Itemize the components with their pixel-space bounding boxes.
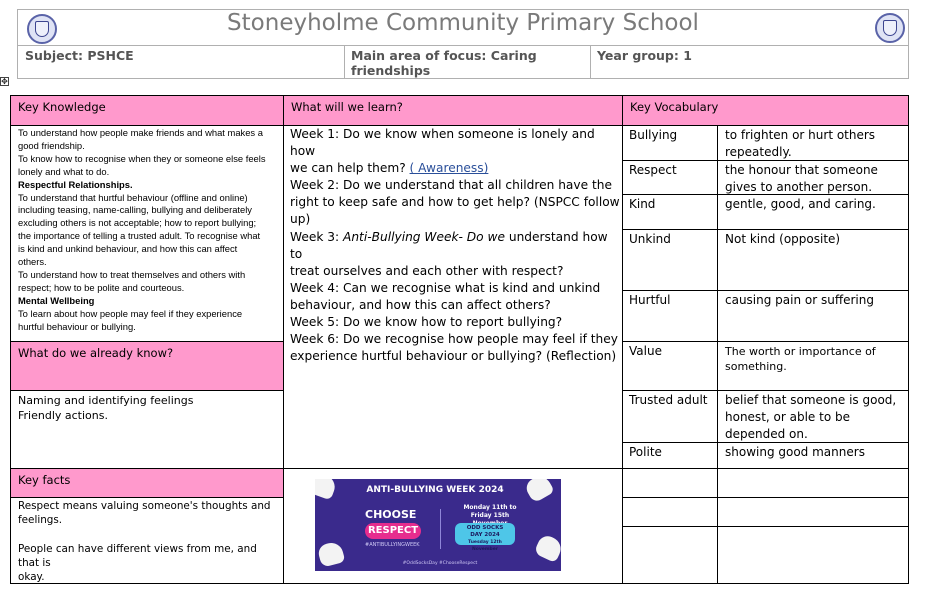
- odd-socks-badge: [455, 523, 515, 552]
- key-facts-content: [18, 499, 280, 584]
- week-line: up): [290, 212, 311, 227]
- banner-date-line: Friday 15th: [470, 512, 510, 519]
- key-knowledge-content: [18, 127, 281, 334]
- already-know-heading: What do we already know?: [18, 346, 174, 360]
- knowledge-line: good friendship.: [18, 139, 85, 151]
- banner-hashtag: #ANTIBULLYINGWEEK: [365, 542, 420, 548]
- focus-line: Main area of focus: Caring: [351, 48, 537, 63]
- knowledge-line: respect; how to be polite and courteous.: [18, 281, 185, 293]
- knowledge-line: excluding others is not acceptable; how to report bullying;: [18, 217, 257, 229]
- vocab-term: Trusted adult: [629, 393, 708, 407]
- week-line: [290, 229, 620, 263]
- border: [622, 497, 909, 498]
- key-facts-heading: Key facts: [18, 473, 71, 487]
- knowledge-line: including teasing, name-calling, bullying and deliberately: [18, 204, 252, 216]
- knowledge-line: the importance of telling a trusted adult. To recognise what: [18, 230, 261, 242]
- fact-line: Respect means valuing someone's thoughts and: [18, 500, 271, 512]
- definition-line: to frighten or hurt others: [725, 128, 876, 142]
- vocab-definition: Not kind (opposite): [725, 232, 841, 246]
- knowledge-line: hurtful behaviour or bullying.: [18, 320, 136, 332]
- fact-line: People can have different views from me, and that is: [18, 543, 257, 569]
- learn-heading: What will we learn?: [291, 100, 403, 114]
- awareness-link[interactable]: ( Awareness): [409, 161, 489, 176]
- anti-bullying-week-banner: [315, 479, 561, 571]
- knowledge-line: To know how to recognise when they or someone else feels: [18, 152, 266, 164]
- fact-line: feelings.: [18, 514, 63, 526]
- vocab-definition: causing pain or suffering: [725, 293, 874, 307]
- week-italic-text: Anti-Bullying Week- Do we: [343, 229, 505, 244]
- border: [622, 468, 909, 469]
- knowledge-line: To learn about how people may feel if they experience: [18, 307, 243, 319]
- year-group-label: Year group: 1: [597, 48, 692, 63]
- table-move-handle-icon[interactable]: ✥: [1, 77, 8, 86]
- week-line: [290, 160, 620, 177]
- knowledge-line: To understand how people make friends and what makes a: [18, 127, 263, 138]
- vocab-term: Unkind: [629, 232, 671, 246]
- week-line: right to keep safe and how to get help? (NSPCC follow: [290, 195, 620, 210]
- definition-line: the honour that someone: [725, 163, 878, 177]
- definition-line: belief that someone is good,: [725, 393, 897, 407]
- hand-icon: [533, 533, 561, 563]
- week-line: Week 5: Do we know how to report bullying?: [290, 315, 563, 330]
- banner-footer: #OddSocksDay #ChooseRespect: [402, 561, 478, 566]
- week-line: Week 1: Do we know when someone is lonely and how: [290, 127, 595, 159]
- definition-line: The worth or importance of: [725, 345, 876, 358]
- definition-line: repeatedly.: [725, 145, 792, 159]
- vocab-heading: Key Vocabulary: [630, 100, 719, 114]
- focus-line: friendships: [351, 63, 431, 78]
- week-line: treat ourselves and each other with respect?: [290, 263, 564, 278]
- vocab-term: Kind: [629, 197, 656, 211]
- week-text: we can help them?: [290, 161, 410, 176]
- learn-content: [290, 126, 620, 365]
- knowledge-line: To understand how to treat themselves and others with: [18, 268, 246, 280]
- border: [622, 95, 623, 584]
- border: [622, 526, 909, 527]
- border: [622, 229, 909, 230]
- focus-label: [345, 46, 585, 79]
- definition-line: gives to another person.: [725, 180, 873, 194]
- border: [10, 497, 284, 498]
- socks-line: Tuesday 12th November: [468, 540, 502, 552]
- border: [10, 390, 284, 391]
- banner-respect-badge: RESPECT: [365, 523, 421, 539]
- socks-line: DAY 2024: [470, 532, 500, 538]
- border: [10, 341, 284, 342]
- week-line: Week 4: Can we recognise what is kind and unkind: [290, 280, 601, 295]
- knowledge-line: others.: [18, 256, 47, 268]
- already-know-line: Naming and identifying feelings: [18, 394, 194, 407]
- already-know-line: Friendly actions.: [18, 409, 108, 422]
- banner-divider: [440, 509, 441, 549]
- week-line: behaviour, and how this can affect others?: [290, 297, 551, 312]
- vocab-definition: [725, 392, 905, 443]
- border: [10, 468, 284, 469]
- week-line: experience hurtful behaviour or bullying? (Reflection): [290, 349, 617, 364]
- week-text: understand how to: [290, 229, 608, 261]
- knowledge-line: To understand that hurtful behaviour (offline and online): [18, 191, 248, 203]
- knowledge-subheading: Respectful Relationships.: [18, 178, 133, 190]
- border: [908, 95, 909, 584]
- banner-date-line: Monday 11th to: [463, 504, 517, 511]
- border: [10, 95, 11, 584]
- banner-title: ANTI-BULLYING WEEK 2024: [366, 485, 504, 495]
- vocab-definition: gentle, good, and caring.: [725, 197, 876, 211]
- subject-label: Subject: PSHCE: [25, 48, 134, 63]
- border: [10, 95, 909, 96]
- school-crest-icon: [875, 13, 905, 43]
- vocab-definition: [725, 127, 905, 161]
- border: [622, 290, 909, 291]
- week-line: Week 2: Do we understand that all children have the: [290, 178, 612, 193]
- vocab-term: Polite: [629, 445, 662, 459]
- border: [622, 390, 909, 391]
- already-know-content: [18, 393, 280, 423]
- vocab-definition: showing good manners: [725, 445, 865, 459]
- border: [283, 95, 284, 584]
- border: [283, 468, 623, 469]
- border: [622, 341, 909, 342]
- vocab-term: Value: [629, 344, 662, 358]
- vocab-definition: [725, 162, 905, 196]
- week-line: Week 6: Do we recognise how people may feel if they: [290, 332, 618, 347]
- fact-line: okay.: [18, 571, 45, 583]
- week-text: Week 3:: [290, 229, 343, 244]
- vocab-term: Bullying: [629, 128, 678, 142]
- banner-choose: CHOOSE: [365, 508, 417, 521]
- definition-line: honest, or able to be: [725, 410, 850, 424]
- key-knowledge-heading: Key Knowledge: [18, 100, 106, 114]
- vocab-term: Respect: [629, 163, 677, 177]
- vocab-term: Hurtful: [629, 293, 671, 307]
- socks-line: ODD SOCKS: [466, 525, 504, 531]
- school-title: Stoneyholme Community Primary School: [227, 10, 699, 36]
- knowledge-subheading: Mental Wellbeing: [18, 294, 95, 306]
- vocab-definition: [725, 344, 905, 374]
- knowledge-line: is kind and unkind behaviour, and how this can affect: [18, 243, 238, 255]
- knowledge-line: lonely and what to do.: [18, 165, 110, 177]
- definition-line: depended on.: [725, 427, 808, 441]
- definition-line: something.: [725, 360, 787, 373]
- hand-icon: [317, 540, 346, 567]
